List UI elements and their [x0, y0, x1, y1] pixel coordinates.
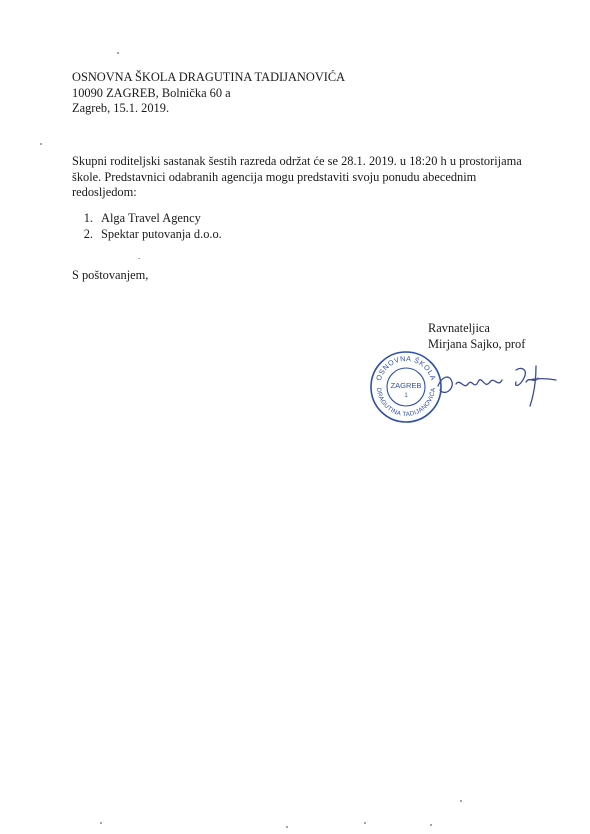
agency-list [72, 211, 222, 243]
list-text: Alga Travel Agency [101, 211, 201, 225]
seal-bottom-text: DRAGUTINA TADIJANOVIĆA [374, 387, 438, 419]
signature-title: Ravnateljica [428, 321, 490, 335]
list-text: Spektar putovanja d.o.o. [101, 227, 222, 241]
school-address: 10090 ZAGREB, Bolnička 60 a [72, 85, 231, 100]
scan-speck [460, 800, 462, 802]
scan-speck [286, 826, 288, 828]
seal-number: 1 [404, 393, 408, 399]
letter-header [72, 70, 345, 117]
closing-line: S poštovanjem, [72, 268, 149, 282]
scan-speck [364, 822, 366, 824]
scan-speck [138, 258, 140, 259]
school-seal [368, 349, 444, 425]
school-name: OSNOVNA ŠKOLA DRAGUTINA TADIJANOVIĆA [72, 70, 346, 84]
list-item [72, 227, 222, 243]
place-date: Zagreb, 15.1. 2019. [72, 101, 170, 115]
letter-body [72, 154, 522, 201]
handwritten-signature [436, 360, 560, 410]
list-item [72, 211, 222, 227]
body-line: škole. Predstavnici odabranih agencija mogu predstaviti svoju ponudu abecednim [72, 169, 477, 184]
body-line: Skupni roditeljski sastanak šestih razreda održat će se 28.1. 2019. u 18:20 h u prostorijama [72, 154, 522, 168]
scan-speck [40, 143, 42, 145]
seal-center-text: ZAGREB [390, 381, 422, 390]
body-line: redosljedom: [72, 185, 137, 199]
seal-top-text: OSNOVNA ŠKOLA [373, 353, 439, 382]
scan-speck [430, 824, 432, 826]
list-number: 1. [83, 211, 93, 225]
signature-name: Mirjana Sajko, prof [428, 337, 526, 351]
scan-speck [117, 52, 119, 54]
scan-speck [100, 822, 102, 824]
list-number: 2. [83, 227, 93, 241]
